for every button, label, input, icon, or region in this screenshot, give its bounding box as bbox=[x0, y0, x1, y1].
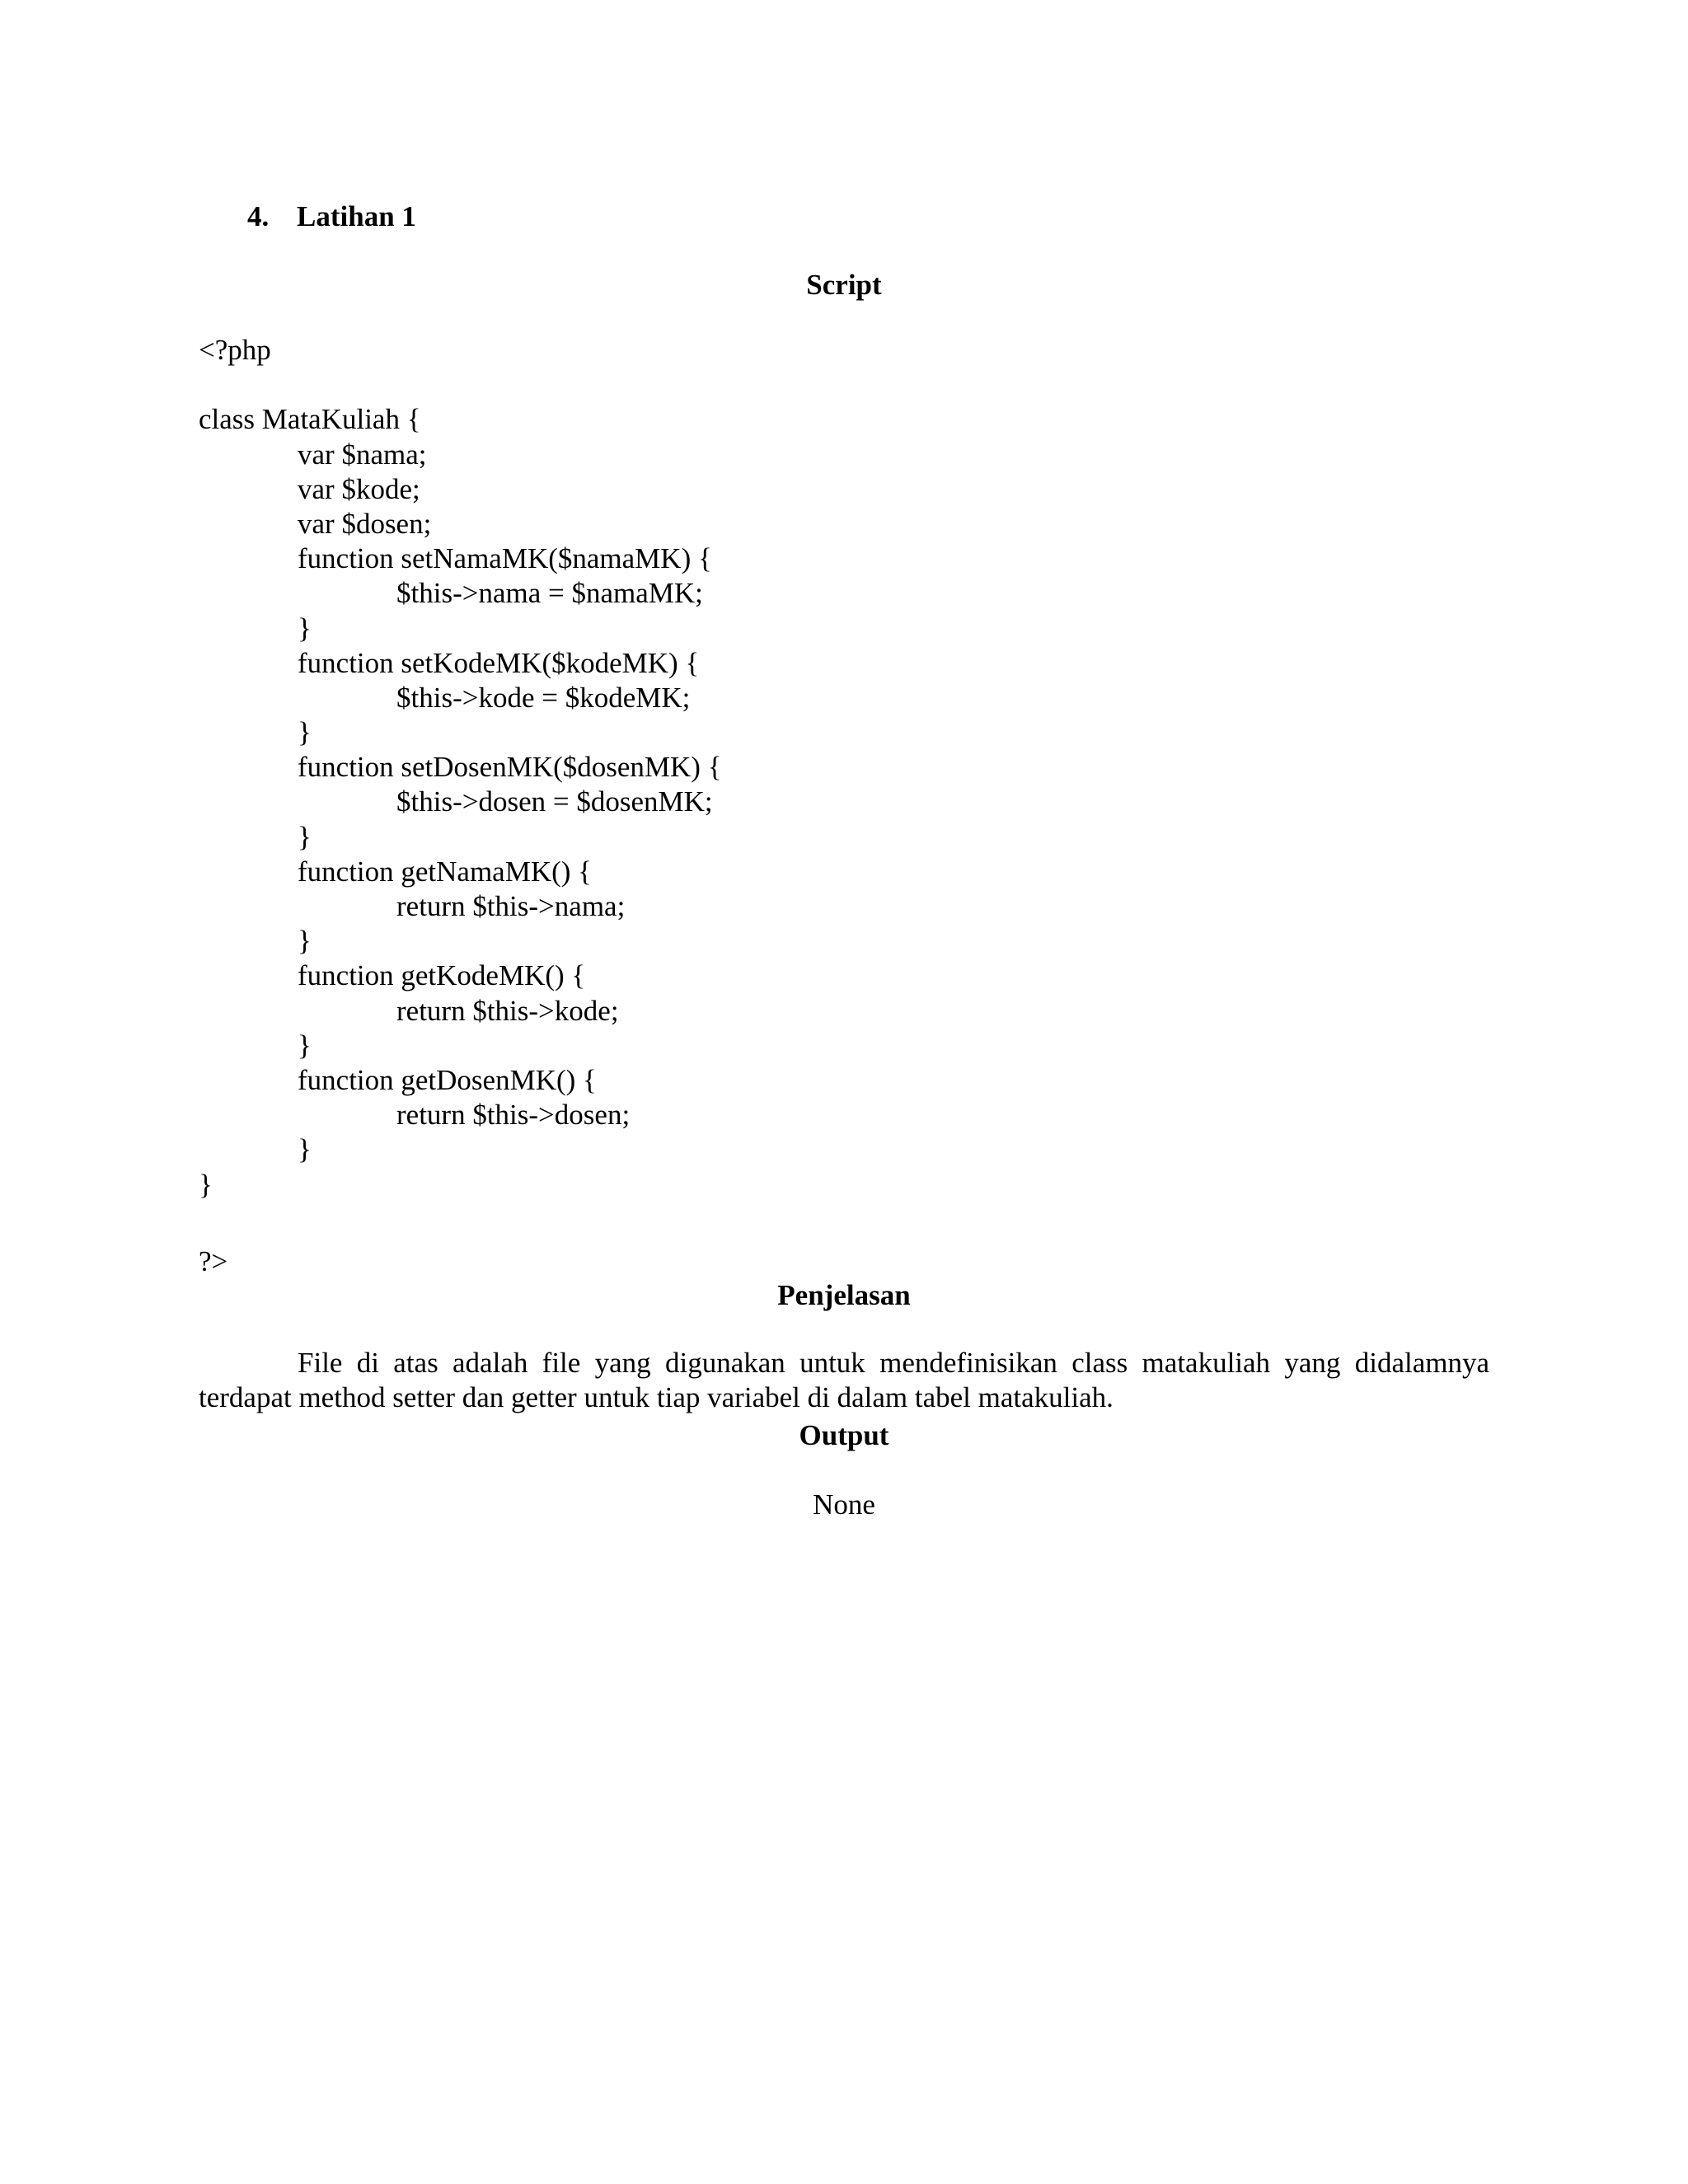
code-line: $this->kode = $kodeMK; bbox=[396, 681, 691, 714]
section-heading bbox=[247, 196, 416, 237]
code-line: } bbox=[298, 820, 312, 853]
code-line: class MataKuliah { bbox=[199, 403, 421, 436]
code-line: function getKodeMK() { bbox=[298, 959, 586, 992]
output-value: None bbox=[813, 1488, 875, 1521]
code-line: var $kode; bbox=[298, 472, 420, 505]
code-line: return $this->kode; bbox=[396, 994, 619, 1027]
code-line: $this->dosen = $dosenMK; bbox=[396, 785, 713, 818]
code-lines bbox=[199, 402, 722, 1202]
code-line: function getNamaMK() { bbox=[298, 855, 592, 888]
code-line: } bbox=[298, 612, 312, 644]
code-blank-line bbox=[199, 368, 722, 402]
code-open-tag: <?php bbox=[199, 334, 271, 366]
code-line: } bbox=[298, 716, 312, 749]
section-number: 4. bbox=[247, 200, 270, 232]
code-line: return $this->nama; bbox=[396, 890, 626, 922]
code-line: function setKodeMK($kodeMK) { bbox=[298, 646, 700, 679]
code-line: } bbox=[199, 1168, 213, 1201]
code-line: var $dosen; bbox=[298, 507, 432, 540]
code-line: function setNamaMK($namaMK) { bbox=[298, 542, 712, 575]
explanation-paragraph bbox=[199, 1346, 1489, 1415]
code-line: $this->nama = $namaMK; bbox=[396, 577, 703, 610]
script-heading: Script bbox=[806, 269, 882, 301]
explanation-text: File di atas adalah file yang digunakan untuk mendefinisikan class matakuliah yang didalamnya terdapat method setter dan getter untuk tiap variabel di dalam tabel matakuliah. bbox=[199, 1347, 1489, 1413]
explanation-heading: Penjelasan bbox=[777, 1279, 911, 1311]
code-line: function setDosenMK($dosenMK) { bbox=[298, 751, 722, 784]
output-heading: Output bbox=[799, 1419, 889, 1451]
code-line: } bbox=[298, 925, 312, 958]
code-line: function getDosenMK() { bbox=[298, 1063, 597, 1096]
code-line: var $nama; bbox=[298, 438, 427, 471]
code-line: } bbox=[298, 1029, 312, 1062]
section-title: Latihan 1 bbox=[297, 200, 416, 232]
code-line: } bbox=[298, 1133, 312, 1166]
code-close-tag: ?> bbox=[199, 1245, 228, 1277]
code-line: return $this->dosen; bbox=[396, 1099, 631, 1132]
code-block bbox=[199, 333, 722, 1202]
